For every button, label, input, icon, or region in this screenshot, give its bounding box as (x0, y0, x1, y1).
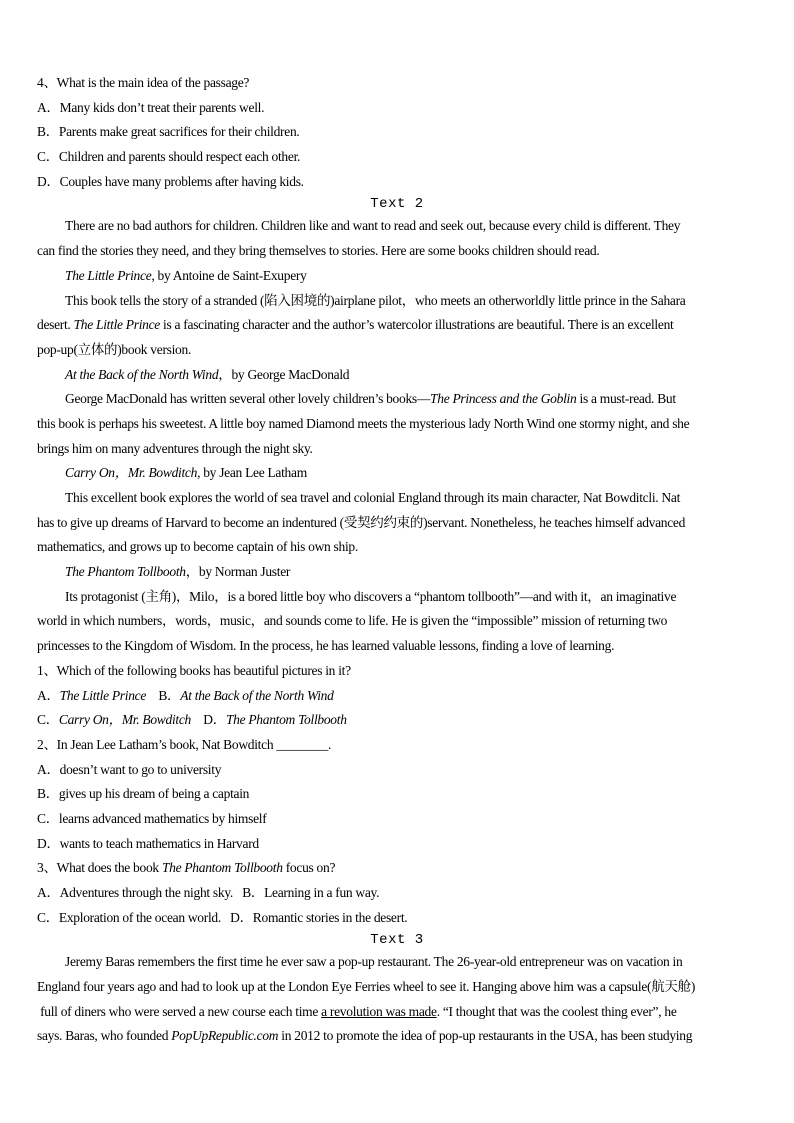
question-line (37, 733, 757, 758)
paragraph-line (37, 634, 757, 659)
text-run: There are no bad authors for children. Children like and want to read and seek out, because every child is different. They (65, 218, 681, 234)
paragraph-line (37, 975, 757, 1000)
option-line (37, 170, 757, 195)
text-run: Text 2 (370, 196, 424, 213)
italic-book-title-run: At the Back of the North Wind (65, 366, 219, 382)
text-run: B．gives up his dream of being a captain (37, 786, 250, 802)
paragraph-line (37, 950, 757, 975)
text-run: Text 3 (370, 932, 424, 949)
paragraph-line (37, 313, 757, 338)
text-run: in 2012 to promote the idea of pop-up restaurants in the USA, has been studying (278, 1028, 693, 1044)
text-run: A．doesn’t want to go to university (37, 761, 222, 777)
text-run: C． (37, 712, 59, 728)
text-run: desert. (37, 317, 74, 333)
option-line (37, 758, 757, 783)
text-run: A．Adventures through the night sky. B．Learning in a fun way. (37, 885, 380, 900)
paragraph-line (37, 289, 757, 314)
text-run: ，by George MacDonald (218, 366, 350, 382)
text-run: is a fascinating character and the author’s watercolor illustrations are beautiful. There is an excellent (159, 317, 674, 333)
text-run: can find the stories they need, and they bring themselves to stories. Here are some books children should read. (37, 243, 600, 259)
option-line (37, 96, 757, 121)
text-run: Jeremy Baras remembers the first time he ever saw a pop-up restaurant. The 26-year-old entrepreneur was on vacation in (65, 954, 683, 970)
italic-book-title-run: The Phantom Tollbooth (161, 860, 283, 876)
question-line (37, 71, 757, 96)
italic-book-title-run: PopUpRepublic.com (171, 1028, 279, 1044)
italic-book-title-run: The Phantom Tollbooth (65, 564, 186, 580)
text-run: England four years ago and had to look up at the London Eye Ferries wheel to see it. Hanging above him was a capsule(航天舱) (37, 979, 696, 995)
text-run: D． (190, 712, 226, 728)
text-run: Its protagonist (主角)，Milo，is a bored little boy who discovers a “phantom tollbooth”—and with it，an imaginative (65, 588, 677, 604)
text-run: mathematics, and grows up to become captain of his own ship. (37, 539, 358, 555)
paragraph-line (37, 511, 757, 536)
option-line (37, 906, 757, 931)
text-run: B． (146, 687, 181, 703)
text-run: focus on? (282, 860, 336, 876)
text-run: This excellent book explores the world of sea travel and colonial England through its main character, Nat Bowditcli. Nat (65, 490, 681, 505)
text-run: , by Antoine de Saint-Exupery (151, 267, 307, 283)
italic-book-title-run: The Little Prince (59, 687, 147, 703)
text-run: George MacDonald has written several other lovely children’s books— (65, 391, 431, 407)
text-run: full of diners who were served a new course each time (37, 1003, 322, 1019)
paragraph-line (37, 387, 757, 412)
option-line (37, 832, 757, 857)
text-run: C．Exploration of the ocean world. D．Romantic stories in the desert. (37, 909, 408, 925)
text-run: A． (37, 687, 60, 703)
italic-book-title-run: At the Back of the North Wind (180, 687, 334, 703)
option-line (37, 782, 757, 807)
text-run: says. Baras, who founded (37, 1028, 172, 1044)
section-heading (37, 194, 757, 214)
book-title-line (37, 560, 757, 585)
text-run: . “I thought that was the coolest thing ever”, he (436, 1003, 677, 1019)
paragraph-line (37, 338, 757, 363)
text-run: C．learns advanced mathematics by himself (37, 810, 267, 826)
italic-book-title-run: Carry On，Mr. Bowditch (58, 712, 191, 728)
text-run: 1、Which of the following books has beautiful pictures in it? (37, 662, 351, 678)
text-run: A．Many kids don’t treat their parents well. (37, 99, 265, 115)
text-run: , by Jean Lee Latham (197, 465, 307, 481)
text-run: B．Parents make great sacrifices for their children. (37, 124, 300, 140)
paragraph-line (37, 214, 757, 239)
paragraph-line (37, 585, 757, 610)
paragraph-line (37, 239, 757, 264)
text-run: 4、What is the main idea of the passage? (37, 75, 250, 90)
paragraph-line (37, 412, 757, 437)
paragraph-line (37, 609, 757, 634)
text-run: has to give up dreams of Harvard to become an indentured (受契约约束的)servant. Nonetheless, he teaches himself advanced (37, 514, 686, 530)
text-run: 3、What does the book (37, 860, 162, 876)
option-line (37, 807, 757, 832)
italic-book-title-run: The Little Prince (65, 267, 152, 283)
text-run: princesses to the Kingdom of Wisdom. In the process, he has learned valuable lessons, finding a love of learning. (37, 638, 615, 654)
text-run: this book is perhaps his sweetest. A little boy named Diamond meets the mysterious lady North Wind one stormy night, and she (37, 415, 690, 431)
book-title-line (37, 461, 757, 486)
text-run: pop-up(立体的)book version. (37, 341, 192, 357)
italic-book-title-run: The Princess and the Goblin (430, 391, 577, 407)
question-line (37, 856, 757, 881)
paragraph-line (37, 1024, 757, 1049)
option-line (37, 145, 757, 170)
text-run: ，by Norman Juster (185, 564, 291, 580)
question-line (37, 659, 757, 684)
text-run: This book tells the story of a stranded (陷入困境的)airplane pilot，who meets an otherworldly little prince in the Sahara (65, 292, 686, 308)
paragraph-line (37, 535, 757, 560)
text-run: world in which numbers，words，music，and sounds come to life. He is given the “impossible” mission of returning two (37, 613, 668, 629)
text-run: D．wants to teach mathematics in Harvard (37, 835, 259, 851)
italic-book-title-run: Carry On，Mr. Bowditch (65, 465, 198, 481)
text-run: brings him on many adventures through the night sky. (37, 440, 313, 456)
option-line (37, 881, 757, 906)
italic-book-title-run: The Little Prince (73, 317, 160, 333)
text-run: C．Children and parents should respect each other. (37, 149, 301, 165)
option-line (37, 708, 757, 733)
section-heading (37, 930, 757, 950)
option-line (37, 684, 757, 709)
underlined-phrase-run: a revolution was made (321, 1003, 437, 1019)
book-title-line (37, 264, 757, 289)
text-run: is a must-read. But (576, 391, 676, 407)
paragraph-line (37, 486, 757, 511)
book-title-line (37, 363, 757, 388)
paragraph-line (37, 1000, 757, 1025)
option-line (37, 120, 757, 145)
italic-book-title-run: The Phantom Tollbooth (225, 712, 347, 728)
text-run: 2、In Jean Lee Latham’s book, Nat Bowditch ________. (37, 736, 332, 752)
paragraph-line (37, 437, 757, 462)
text-run: D．Couples have many problems after having kids. (37, 173, 304, 189)
